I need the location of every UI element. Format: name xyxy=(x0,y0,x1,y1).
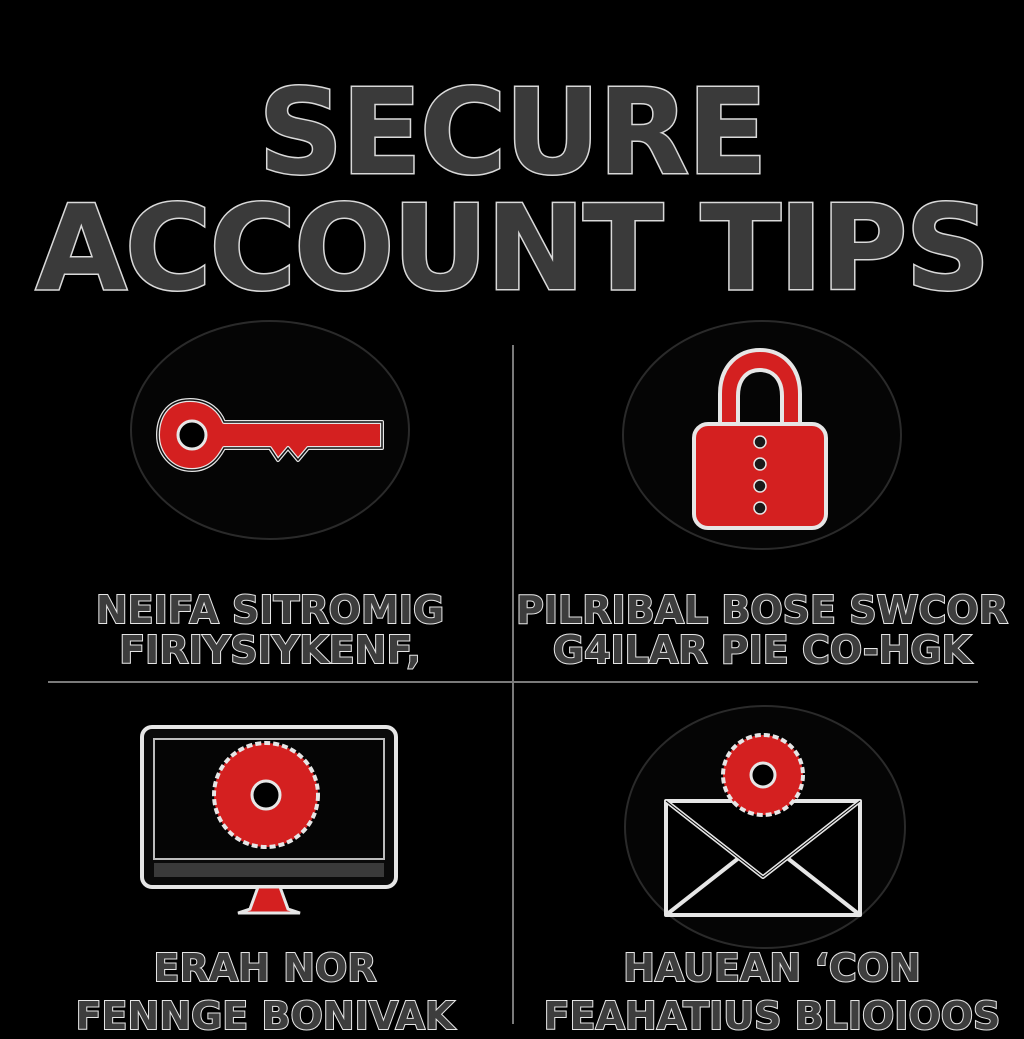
tip-card-envelope xyxy=(512,683,1024,1038)
tip-caption-line-1: PILRIBAL BOSE SWCOR xyxy=(516,588,1008,632)
key-icon xyxy=(150,390,390,480)
tip-card-key xyxy=(0,300,512,680)
monitor-icon xyxy=(138,723,400,927)
tip-card-padlock xyxy=(512,300,1024,680)
tip-caption-line-2: FEAHATIUS BLIOIOOS xyxy=(543,994,1001,1038)
page-title-line-1: SECURE xyxy=(258,63,766,201)
tip-caption-line-1: NEIFA SITROMIG xyxy=(95,588,445,632)
tip-caption-line-2: FENNGE BONIVAK xyxy=(75,994,455,1038)
tip-caption-line-1: ERAH NOR xyxy=(153,946,377,990)
envelope-icon xyxy=(660,727,866,923)
tip-caption-line-2: G4ILAR PIE CO-HGK xyxy=(552,628,972,672)
tip-card-monitor xyxy=(0,683,512,1038)
page-title-line-2: ACCOUNT TIPS xyxy=(35,179,989,317)
padlock-icon xyxy=(688,346,832,534)
tip-caption-line-1: HAUEAN ‘CON xyxy=(623,946,921,990)
tip-caption-line-2: FIRIYSIYKENF, xyxy=(119,628,421,672)
